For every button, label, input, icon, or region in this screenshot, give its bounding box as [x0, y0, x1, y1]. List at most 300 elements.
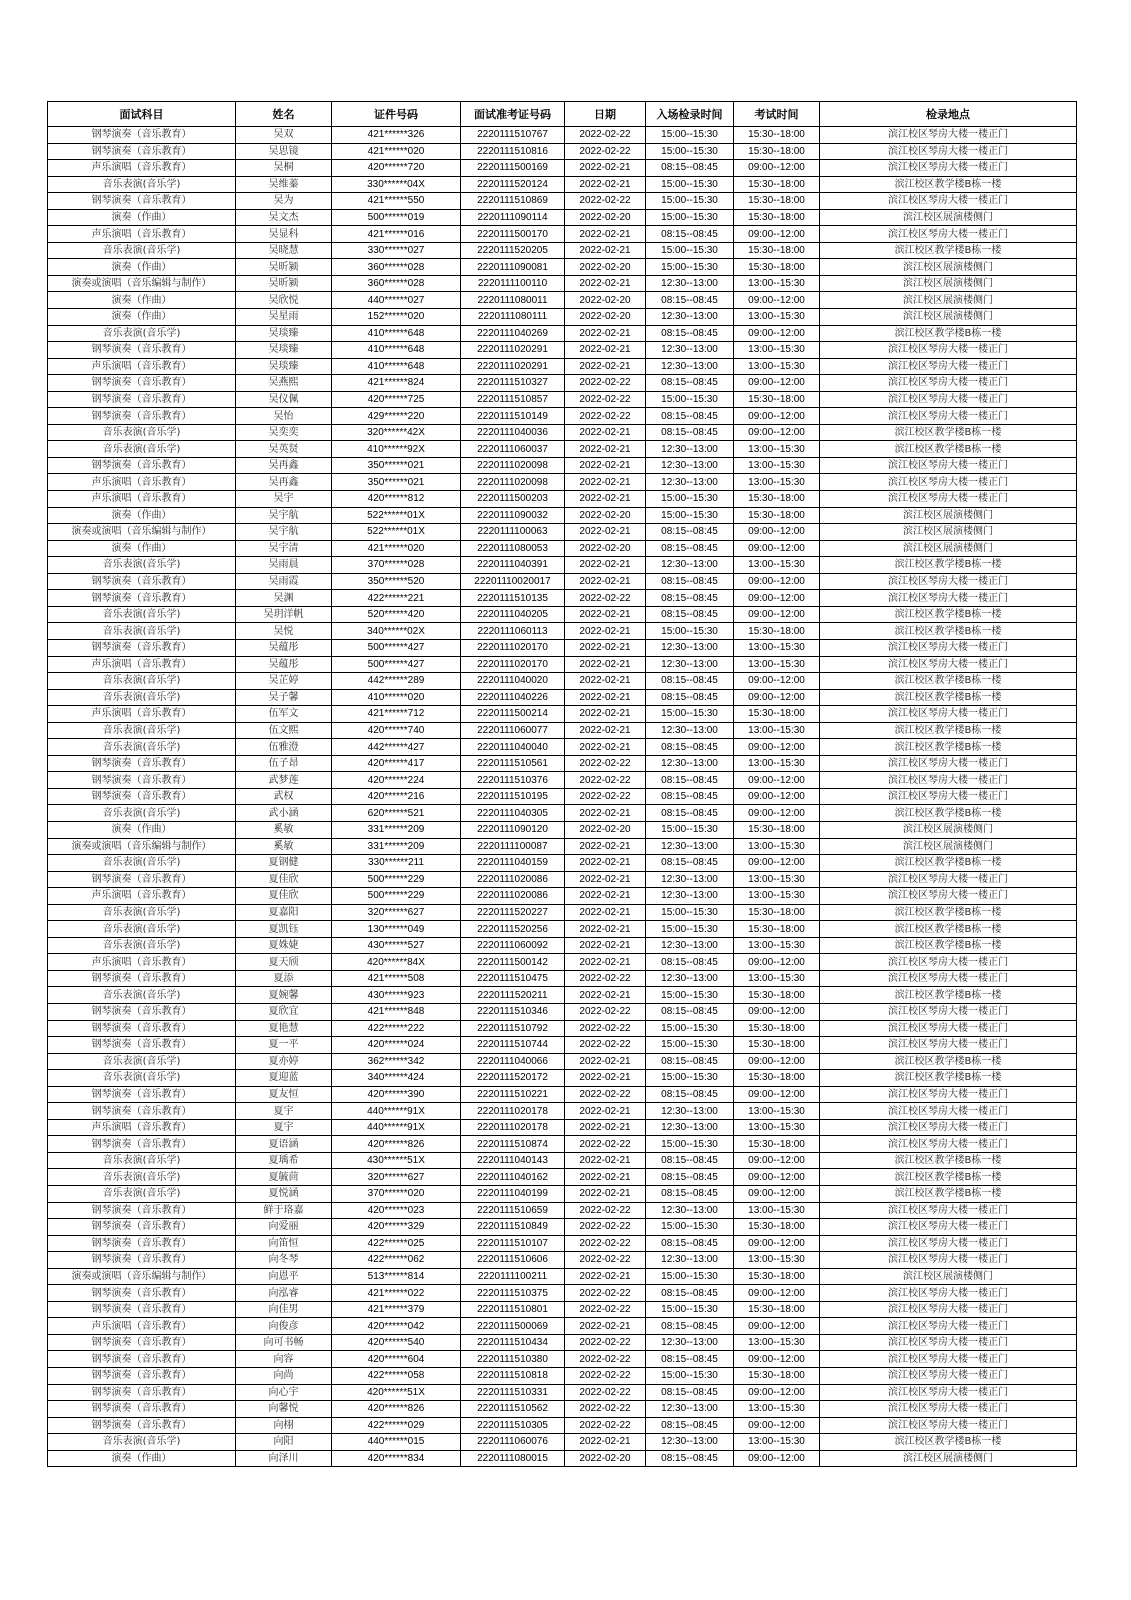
checkin-time-cell: 15:00--15:30: [646, 1368, 734, 1385]
name-cell: 吴雨霞: [236, 573, 332, 590]
date-cell: 2022-02-21: [565, 1169, 646, 1186]
id-number-cell: 410******020: [332, 689, 461, 706]
admission-number-cell: 2220111020098: [461, 457, 565, 474]
checkin-time-cell: 08:15--08:45: [646, 540, 734, 557]
exam-time-cell: 13:00--15:30: [734, 457, 820, 474]
date-cell: 2022-02-20: [565, 1450, 646, 1467]
name-cell: 吴燕熙: [236, 375, 332, 392]
date-cell: 2022-02-22: [565, 1003, 646, 1020]
name-cell: 吴昕颍: [236, 259, 332, 276]
id-number-cell: 442******427: [332, 739, 461, 756]
admission-number-cell: 2220111080011: [461, 292, 565, 309]
checkin-time-cell: 12:30--13:00: [646, 1401, 734, 1418]
location-cell: 滨江校区琴房大楼一楼正门: [820, 1219, 1077, 1236]
date-cell: 2022-02-22: [565, 1368, 646, 1385]
exam-time-cell: 15:30--18:00: [734, 1020, 820, 1037]
name-cell: 吴奕奕: [236, 424, 332, 441]
checkin-time-cell: 08:15--08:45: [646, 1186, 734, 1203]
table-row: [48, 1434, 1077, 1451]
admission-number-cell: 2220111500170: [461, 226, 565, 243]
exam-time-cell: 13:00--15:30: [734, 1434, 820, 1451]
date-cell: 2022-02-21: [565, 871, 646, 888]
table-row: [48, 639, 1077, 656]
id-number-cell: 350******021: [332, 457, 461, 474]
id-number-cell: 410******648: [332, 342, 461, 359]
table-row: [48, 954, 1077, 971]
name-cell: 吴芷婷: [236, 673, 332, 690]
table-row: [48, 1252, 1077, 1269]
location-cell: 滨江校区琴房大楼一楼正门: [820, 1285, 1077, 1302]
admission-number-cell: 2220111060076: [461, 1434, 565, 1451]
subject-cell: 音乐表演(音乐学): [48, 176, 236, 193]
table-row: [48, 1020, 1077, 1037]
id-number-cell: 362******342: [332, 1053, 461, 1070]
date-cell: 2022-02-21: [565, 739, 646, 756]
exam-time-cell: 09:00--12:00: [734, 805, 820, 822]
subject-cell: 音乐表演(音乐学): [48, 1070, 236, 1087]
admission-number-cell: 2220111020178: [461, 1103, 565, 1120]
id-number-cell: 320******627: [332, 904, 461, 921]
exam-time-cell: 09:00--12:00: [734, 573, 820, 590]
name-cell: 夏嘉阳: [236, 904, 332, 921]
location-cell: 滨江校区琴房大楼一楼正门: [820, 457, 1077, 474]
id-number-cell: 421******550: [332, 193, 461, 210]
location-cell: 滨江校区琴房大楼一楼正门: [820, 573, 1077, 590]
checkin-time-cell: 12:30--13:00: [646, 309, 734, 326]
exam-time-cell: 09:00--12:00: [734, 1169, 820, 1186]
name-cell: 夏钢健: [236, 855, 332, 872]
checkin-time-cell: 08:15--08:45: [646, 673, 734, 690]
subject-cell: 钢琴演奏（音乐教育）: [48, 1202, 236, 1219]
date-cell: 2022-02-21: [565, 623, 646, 640]
name-cell: 向尚: [236, 1368, 332, 1385]
table-row: [48, 176, 1077, 193]
table-row: [48, 292, 1077, 309]
table-row: [48, 706, 1077, 723]
date-cell: 2022-02-21: [565, 904, 646, 921]
admission-number-cell: 22201110020017: [461, 573, 565, 590]
checkin-time-cell: 08:15--08:45: [646, 524, 734, 541]
subject-cell: 音乐表演(音乐学): [48, 937, 236, 954]
date-cell: 2022-02-21: [565, 176, 646, 193]
date-cell: 2022-02-21: [565, 1070, 646, 1087]
name-cell: 夏婉馨: [236, 987, 332, 1004]
exam-time-cell: 09:00--12:00: [734, 226, 820, 243]
id-number-cell: 420******042: [332, 1318, 461, 1335]
exam-time-cell: 15:30--18:00: [734, 1368, 820, 1385]
name-cell: 吴双: [236, 127, 332, 144]
date-cell: 2022-02-21: [565, 325, 646, 342]
name-cell: 吴琰臻: [236, 358, 332, 375]
location-cell: 滨江校区琴房大楼一楼正门: [820, 474, 1077, 491]
date-cell: 2022-02-20: [565, 259, 646, 276]
checkin-time-cell: 15:00--15:30: [646, 391, 734, 408]
checkin-time-cell: 08:15--08:45: [646, 954, 734, 971]
location-cell: 滨江校区琴房大楼一楼正门: [820, 788, 1077, 805]
exam-time-cell: 13:00--15:30: [734, 474, 820, 491]
admission-number-cell: 2220111020086: [461, 871, 565, 888]
table-row: [48, 259, 1077, 276]
admission-number-cell: 2220111020291: [461, 358, 565, 375]
checkin-time-cell: 15:00--15:30: [646, 259, 734, 276]
admission-number-cell: 2220111510606: [461, 1252, 565, 1269]
id-number-cell: 421******022: [332, 1285, 461, 1302]
table-row: [48, 937, 1077, 954]
date-cell: 2022-02-22: [565, 788, 646, 805]
date-cell: 2022-02-22: [565, 1202, 646, 1219]
name-cell: 夏凯钰: [236, 921, 332, 938]
id-number-cell: 331******209: [332, 821, 461, 838]
table-row: [48, 1301, 1077, 1318]
name-cell: 向笛恒: [236, 1235, 332, 1252]
id-number-cell: 410******648: [332, 325, 461, 342]
table-row: [48, 1202, 1077, 1219]
name-cell: 吴昕颍: [236, 275, 332, 292]
admission-number-cell: 2220111020178: [461, 1119, 565, 1136]
checkin-time-cell: 15:00--15:30: [646, 706, 734, 723]
table-row: [48, 424, 1077, 441]
checkin-time-cell: 08:15--08:45: [646, 408, 734, 425]
exam-time-cell: 15:30--18:00: [734, 242, 820, 259]
id-number-cell: 440******027: [332, 292, 461, 309]
admission-number-cell: 2220111040205: [461, 606, 565, 623]
subject-cell: 钢琴演奏（音乐教育）: [48, 1020, 236, 1037]
table-row: [48, 987, 1077, 1004]
location-cell: 滨江校区琴房大楼一楼正门: [820, 1334, 1077, 1351]
exam-time-cell: 09:00--12:00: [734, 540, 820, 557]
table-row: [48, 805, 1077, 822]
admission-number-cell: 2220111040143: [461, 1152, 565, 1169]
subject-cell: 声乐演唱（音乐教育）: [48, 491, 236, 508]
exam-time-cell: 15:30--18:00: [734, 987, 820, 1004]
admission-number-cell: 2220111020291: [461, 342, 565, 359]
id-number-cell: 370******020: [332, 1186, 461, 1203]
date-cell: 2022-02-22: [565, 1252, 646, 1269]
name-cell: 吴子馨: [236, 689, 332, 706]
exam-time-cell: 15:30--18:00: [734, 821, 820, 838]
name-cell: 夏毓茴: [236, 1169, 332, 1186]
admission-number-cell: 2220111510744: [461, 1037, 565, 1054]
subject-cell: 音乐表演(音乐学): [48, 987, 236, 1004]
admission-number-cell: 2220111510874: [461, 1136, 565, 1153]
subject-cell: 音乐表演(音乐学): [48, 1152, 236, 1169]
table-row: [48, 1268, 1077, 1285]
table-row: [48, 1169, 1077, 1186]
name-cell: 向爱丽: [236, 1219, 332, 1236]
id-number-cell: 420******540: [332, 1334, 461, 1351]
table-row: [48, 127, 1077, 144]
admission-number-cell: 2220111520227: [461, 904, 565, 921]
checkin-time-cell: 08:15--08:45: [646, 606, 734, 623]
admission-number-cell: 2220111510135: [461, 590, 565, 607]
checkin-time-cell: 08:15--08:45: [646, 1351, 734, 1368]
checkin-time-cell: 08:15--08:45: [646, 855, 734, 872]
exam-time-cell: 13:00--15:30: [734, 557, 820, 574]
location-cell: 滨江校区教学楼B栋一楼: [820, 623, 1077, 640]
table-row: [48, 193, 1077, 210]
location-cell: 滨江校区教学楼B栋一楼: [820, 937, 1077, 954]
checkin-time-cell: 15:00--15:30: [646, 1037, 734, 1054]
id-number-cell: 330******04X: [332, 176, 461, 193]
name-cell: 夏语涵: [236, 1136, 332, 1153]
id-number-cell: 422******029: [332, 1417, 461, 1434]
name-cell: 吴宇清: [236, 540, 332, 557]
id-number-cell: 421******712: [332, 706, 461, 723]
exam-time-cell: 13:00--15:30: [734, 441, 820, 458]
date-cell: 2022-02-21: [565, 160, 646, 177]
admission-number-cell: 2220111520205: [461, 242, 565, 259]
exam-time-cell: 15:30--18:00: [734, 391, 820, 408]
date-cell: 2022-02-21: [565, 855, 646, 872]
location-cell: 滨江校区琴房大楼一楼正门: [820, 755, 1077, 772]
admission-number-cell: 2220111040040: [461, 739, 565, 756]
location-cell: 滨江校区琴房大楼一楼正门: [820, 1202, 1077, 1219]
exam-time-cell: 09:00--12:00: [734, 292, 820, 309]
table-row: [48, 722, 1077, 739]
subject-cell: 演奏（作曲）: [48, 507, 236, 524]
subject-cell: 音乐表演(音乐学): [48, 623, 236, 640]
table-row: [48, 408, 1077, 425]
date-cell: 2022-02-20: [565, 507, 646, 524]
date-cell: 2022-02-21: [565, 937, 646, 954]
date-cell: 2022-02-22: [565, 375, 646, 392]
name-cell: 向恩平: [236, 1268, 332, 1285]
subject-cell: 音乐表演(音乐学): [48, 1169, 236, 1186]
date-cell: 2022-02-21: [565, 557, 646, 574]
table-row: [48, 888, 1077, 905]
subject-cell: 钢琴演奏（音乐教育）: [48, 127, 236, 144]
admission-number-cell: 2220111040159: [461, 855, 565, 872]
date-cell: 2022-02-21: [565, 689, 646, 706]
date-cell: 2022-02-21: [565, 573, 646, 590]
exam-time-cell: 09:00--12:00: [734, 739, 820, 756]
location-cell: 滨江校区展演楼侧门: [820, 309, 1077, 326]
date-cell: 2022-02-22: [565, 755, 646, 772]
exam-time-cell: 09:00--12:00: [734, 1003, 820, 1020]
name-cell: 向心宇: [236, 1384, 332, 1401]
location-cell: 滨江校区琴房大楼一楼正门: [820, 408, 1077, 425]
table-row: [48, 491, 1077, 508]
location-cell: 滨江校区琴房大楼一楼正门: [820, 1351, 1077, 1368]
admission-number-cell: 2220111040391: [461, 557, 565, 574]
id-number-cell: 430******51X: [332, 1152, 461, 1169]
admission-number-cell: 2220111500214: [461, 706, 565, 723]
subject-cell: 钢琴演奏（音乐教育）: [48, 193, 236, 210]
date-cell: 2022-02-21: [565, 888, 646, 905]
location-cell: 滨江校区教学楼B栋一楼: [820, 606, 1077, 623]
table-row: [48, 474, 1077, 491]
name-cell: 吴欣悦: [236, 292, 332, 309]
id-number-cell: 360******028: [332, 275, 461, 292]
checkin-time-cell: 12:30--13:00: [646, 557, 734, 574]
name-cell: 伍军文: [236, 706, 332, 723]
date-cell: 2022-02-21: [565, 838, 646, 855]
name-cell: 吴玥洋帆: [236, 606, 332, 623]
admission-number-cell: 2220111080111: [461, 309, 565, 326]
admission-number-cell: 2220111510475: [461, 970, 565, 987]
id-number-cell: 421******824: [332, 375, 461, 392]
location-cell: 滨江校区琴房大楼一楼正门: [820, 491, 1077, 508]
location-cell: 滨江校区琴房大楼一楼正门: [820, 871, 1077, 888]
subject-cell: 钢琴演奏（音乐教育）: [48, 573, 236, 590]
admission-number-cell: 2220111020170: [461, 639, 565, 656]
id-number-cell: 522******01X: [332, 507, 461, 524]
name-cell: 向馨悦: [236, 1401, 332, 1418]
admission-number-cell: 2220111100110: [461, 275, 565, 292]
header-name: 姓名: [236, 102, 332, 127]
exam-time-cell: 13:00--15:30: [734, 755, 820, 772]
id-number-cell: 350******520: [332, 573, 461, 590]
subject-cell: 音乐表演(音乐学): [48, 722, 236, 739]
exam-time-cell: 09:00--12:00: [734, 606, 820, 623]
location-cell: 滨江校区琴房大楼一楼正门: [820, 954, 1077, 971]
id-number-cell: 422******025: [332, 1235, 461, 1252]
name-cell: 向俊彦: [236, 1318, 332, 1335]
subject-cell: 音乐表演(音乐学): [48, 904, 236, 921]
header-checkin-time: 入场检录时间: [646, 102, 734, 127]
checkin-time-cell: 15:00--15:30: [646, 1136, 734, 1153]
name-cell: 夏添: [236, 970, 332, 987]
checkin-time-cell: 12:30--13:00: [646, 441, 734, 458]
date-cell: 2022-02-20: [565, 292, 646, 309]
name-cell: 奚敏: [236, 821, 332, 838]
checkin-time-cell: 08:15--08:45: [646, 1235, 734, 1252]
admission-number-cell: 2220111040305: [461, 805, 565, 822]
exam-time-cell: 09:00--12:00: [734, 855, 820, 872]
name-cell: 吴晓慧: [236, 242, 332, 259]
exam-time-cell: 15:30--18:00: [734, 209, 820, 226]
location-cell: 滨江校区琴房大楼一楼正门: [820, 970, 1077, 987]
exam-time-cell: 09:00--12:00: [734, 954, 820, 971]
table-row: [48, 524, 1077, 541]
date-cell: 2022-02-20: [565, 309, 646, 326]
checkin-time-cell: 08:15--08:45: [646, 573, 734, 590]
checkin-time-cell: 08:15--08:45: [646, 160, 734, 177]
id-number-cell: 420******604: [332, 1351, 461, 1368]
id-number-cell: 522******01X: [332, 524, 461, 541]
location-cell: 滨江校区展演楼侧门: [820, 838, 1077, 855]
location-cell: 滨江校区琴房大楼一楼正门: [820, 656, 1077, 673]
id-number-cell: 430******527: [332, 937, 461, 954]
id-number-cell: 420******51X: [332, 1384, 461, 1401]
id-number-cell: 420******826: [332, 1401, 461, 1418]
id-number-cell: 429******220: [332, 408, 461, 425]
date-cell: 2022-02-22: [565, 1417, 646, 1434]
admission-number-cell: 2220111040020: [461, 673, 565, 690]
name-cell: 吴雨晨: [236, 557, 332, 574]
location-cell: 滨江校区展演楼侧门: [820, 540, 1077, 557]
name-cell: 吴为: [236, 193, 332, 210]
checkin-time-cell: 15:00--15:30: [646, 904, 734, 921]
location-cell: 滨江校区教学楼B栋一楼: [820, 1053, 1077, 1070]
admission-number-cell: 2220111510659: [461, 1202, 565, 1219]
subject-cell: 演奏（作曲）: [48, 1450, 236, 1467]
date-cell: 2022-02-22: [565, 590, 646, 607]
admission-number-cell: 2220111080053: [461, 540, 565, 557]
name-cell: 吴维蓁: [236, 176, 332, 193]
date-cell: 2022-02-21: [565, 1318, 646, 1335]
location-cell: 滨江校区琴房大楼一楼正门: [820, 1252, 1077, 1269]
checkin-time-cell: 12:30--13:00: [646, 1119, 734, 1136]
table-row: [48, 656, 1077, 673]
name-cell: 吴英贤: [236, 441, 332, 458]
exam-time-cell: 15:30--18:00: [734, 176, 820, 193]
subject-cell: 声乐演唱（音乐教育）: [48, 160, 236, 177]
subject-cell: 声乐演唱（音乐教育）: [48, 706, 236, 723]
location-cell: 滨江校区琴房大楼一楼正门: [820, 358, 1077, 375]
name-cell: 吴宇: [236, 491, 332, 508]
location-cell: 滨江校区展演楼侧门: [820, 1450, 1077, 1467]
subject-cell: 音乐表演(音乐学): [48, 557, 236, 574]
table-row: [48, 838, 1077, 855]
checkin-time-cell: 15:00--15:30: [646, 242, 734, 259]
admission-number-cell: 2220111020098: [461, 474, 565, 491]
date-cell: 2022-02-21: [565, 921, 646, 938]
name-cell: 夏佳欣: [236, 871, 332, 888]
table-row: [48, 788, 1077, 805]
admission-number-cell: 2220111040066: [461, 1053, 565, 1070]
location-cell: 滨江校区展演楼侧门: [820, 507, 1077, 524]
exam-time-cell: 09:00--12:00: [734, 1053, 820, 1070]
name-cell: 吴再鑫: [236, 474, 332, 491]
subject-cell: 钢琴演奏（音乐教育）: [48, 1252, 236, 1269]
location-cell: 滨江校区琴房大楼一楼正门: [820, 1003, 1077, 1020]
exam-time-cell: 09:00--12:00: [734, 1417, 820, 1434]
checkin-time-cell: 08:15--08:45: [646, 226, 734, 243]
name-cell: 向佳男: [236, 1301, 332, 1318]
location-cell: 滨江校区琴房大楼一楼正门: [820, 391, 1077, 408]
subject-cell: 钢琴演奏（音乐教育）: [48, 639, 236, 656]
location-cell: 滨江校区琴房大楼一楼正门: [820, 706, 1077, 723]
exam-time-cell: 15:30--18:00: [734, 706, 820, 723]
exam-time-cell: 09:00--12:00: [734, 788, 820, 805]
location-cell: 滨江校区琴房大楼一楼正门: [820, 1368, 1077, 1385]
id-number-cell: 500******229: [332, 871, 461, 888]
subject-cell: 声乐演唱（音乐教育）: [48, 226, 236, 243]
id-number-cell: 520******420: [332, 606, 461, 623]
subject-cell: 钢琴演奏（音乐教育）: [48, 1103, 236, 1120]
subject-cell: 音乐表演(音乐学): [48, 1186, 236, 1203]
checkin-time-cell: 15:00--15:30: [646, 623, 734, 640]
table-row: [48, 755, 1077, 772]
id-number-cell: 422******222: [332, 1020, 461, 1037]
checkin-time-cell: 12:30--13:00: [646, 755, 734, 772]
location-cell: 滨江校区琴房大楼一楼正门: [820, 1235, 1077, 1252]
name-cell: 吴蕴彤: [236, 656, 332, 673]
admission-number-cell: 2220111510380: [461, 1351, 565, 1368]
admission-number-cell: 2220111040269: [461, 325, 565, 342]
checkin-time-cell: 15:00--15:30: [646, 1020, 734, 1037]
table-row: [48, 358, 1077, 375]
name-cell: 吴琰臻: [236, 342, 332, 359]
admission-number-cell: 2220111060113: [461, 623, 565, 640]
admission-number-cell: 2220111040162: [461, 1169, 565, 1186]
location-cell: 滨江校区教学楼B栋一楼: [820, 722, 1077, 739]
admission-number-cell: 2220111090120: [461, 821, 565, 838]
table-row: [48, 540, 1077, 557]
name-cell: 夏艳慧: [236, 1020, 332, 1037]
checkin-time-cell: 08:15--08:45: [646, 375, 734, 392]
exam-time-cell: 13:00--15:30: [734, 1334, 820, 1351]
checkin-time-cell: 15:00--15:30: [646, 1268, 734, 1285]
checkin-time-cell: 12:30--13:00: [646, 639, 734, 656]
date-cell: 2022-02-20: [565, 540, 646, 557]
id-number-cell: 500******427: [332, 639, 461, 656]
location-cell: 滨江校区琴房大楼一楼正门: [820, 1103, 1077, 1120]
admission-number-cell: 2220111060092: [461, 937, 565, 954]
admission-number-cell: 2220111500203: [461, 491, 565, 508]
id-number-cell: 420******740: [332, 722, 461, 739]
